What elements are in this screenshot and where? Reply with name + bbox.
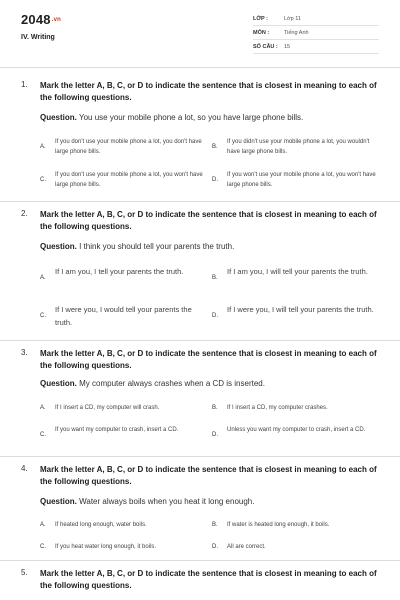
option-text: If I were you, I will tell your parents the truth. (227, 305, 374, 314)
question-stem (40, 378, 385, 389)
question-text: You use your mobile phone a lot, so you have large phone bills. (76, 113, 304, 122)
option-letter: A. (40, 144, 46, 150)
question-number: 5. (21, 568, 28, 577)
question-instruction: Mark the letter A, B, C, or D to indicate the sentence that is closest in meaning to each of the following questions. (40, 465, 377, 486)
question-label: Question. (40, 379, 77, 388)
section-title: IV. Writing (21, 34, 55, 41)
option-letter: B. (212, 522, 218, 528)
worksheet-header (0, 0, 400, 70)
question-label: Question. (40, 113, 77, 122)
option-text: If you didn't use your mobile phone a lot, you wouldn't have large phone bills. (227, 139, 370, 155)
option-letter: B. (212, 144, 218, 150)
question-number: 4. (21, 464, 28, 473)
option-text: Unless you want my computer to crash, insert a CD. (227, 427, 366, 433)
meta-subject-value: Tiếng Anh (284, 30, 309, 36)
question-divider (0, 201, 400, 202)
question-stem (40, 112, 385, 123)
question-text: I think you should tell your parents the truth. (76, 242, 235, 251)
logo-suffix: .vn (51, 17, 62, 23)
option-letter: D. (212, 177, 218, 183)
question-text: My computer always crashes when a CD is inserted. (76, 379, 265, 388)
option-text: If you won't use your mobile phone a lot, you won't have large phone bills. (227, 172, 376, 188)
logo[interactable] (21, 12, 61, 27)
meta-count-row (253, 41, 379, 54)
question-number: 2. (21, 209, 28, 218)
question-text: Water always boils when you heat it long enough. (76, 497, 255, 506)
option-text: If I were you, I would tell your parents the truth. (55, 305, 192, 327)
question-stem (40, 241, 385, 252)
meta-class-value: Lớp 11 (284, 16, 301, 22)
option-letter: C. (40, 544, 46, 550)
option-text: If heated long enough, water boils. (55, 522, 147, 528)
question-stem (40, 496, 385, 507)
option-text: If you don't use your mobile phone a lot, you don't have large phone bills. (55, 139, 202, 155)
option-text: If you heat water long enough, it boils. (55, 544, 157, 550)
meta-count-value: 15 (284, 44, 291, 50)
question-label: Question. (40, 242, 77, 251)
question-label: Question. (40, 497, 77, 506)
option-letter: C. (40, 313, 46, 319)
option-letter: C. (40, 432, 46, 438)
question-instruction: Mark the letter A, B, C, or D to indicate the sentence that is closest in meaning to each of the following questions. (40, 349, 377, 370)
option-text: If I am you, I tell your parents the truth. (55, 267, 184, 276)
option-letter: D. (212, 544, 218, 550)
question-divider (0, 560, 400, 561)
option-letter: A. (40, 405, 46, 411)
question-instruction: Mark the letter A, B, C, or D to indicate the sentence that is closest in meaning to each of the following questions. (40, 81, 377, 102)
logo-text: 2048 (21, 12, 51, 27)
option-letter: D. (212, 432, 218, 438)
option-text: If you don't use your mobile phone a lot, you won't have large phone bills. (55, 172, 203, 188)
option-letter: A. (40, 275, 46, 281)
question-number: 3. (21, 348, 28, 357)
option-text: All are correct. (227, 544, 266, 550)
meta-class-row (253, 13, 379, 26)
option-text: If you want my computer to crash, insert a CD. (55, 427, 179, 433)
meta-count-label: SỐ CÂU : (253, 44, 278, 50)
question-number: 1. (21, 80, 28, 89)
option-letter: A. (40, 522, 46, 528)
option-letter: B. (212, 405, 218, 411)
question-divider (0, 340, 400, 341)
option-text: If water is heated long enough, it boils. (227, 522, 330, 528)
option-text: If I insert a CD, my computer crashes. (227, 405, 328, 411)
header-divider (0, 67, 400, 68)
option-letter: C. (40, 177, 46, 183)
option-letter: B. (212, 275, 218, 281)
option-text: If I am you, I will tell your parents the truth. (227, 267, 368, 276)
question-instruction: Mark the letter A, B, C, or D to indicate the sentence that is closest in meaning to each of the following questions. (40, 569, 377, 590)
question-divider (0, 456, 400, 457)
meta-subject-label: MÔN : (253, 30, 270, 36)
option-letter: D. (212, 313, 218, 319)
meta-subject-row (253, 27, 379, 40)
question-instruction: Mark the letter A, B, C, or D to indicate the sentence that is closest in meaning to each of the following questions. (40, 210, 377, 231)
meta-class-label: LỚP : (253, 16, 268, 22)
option-text: If I insert a CD, my computer will crash. (55, 405, 160, 411)
